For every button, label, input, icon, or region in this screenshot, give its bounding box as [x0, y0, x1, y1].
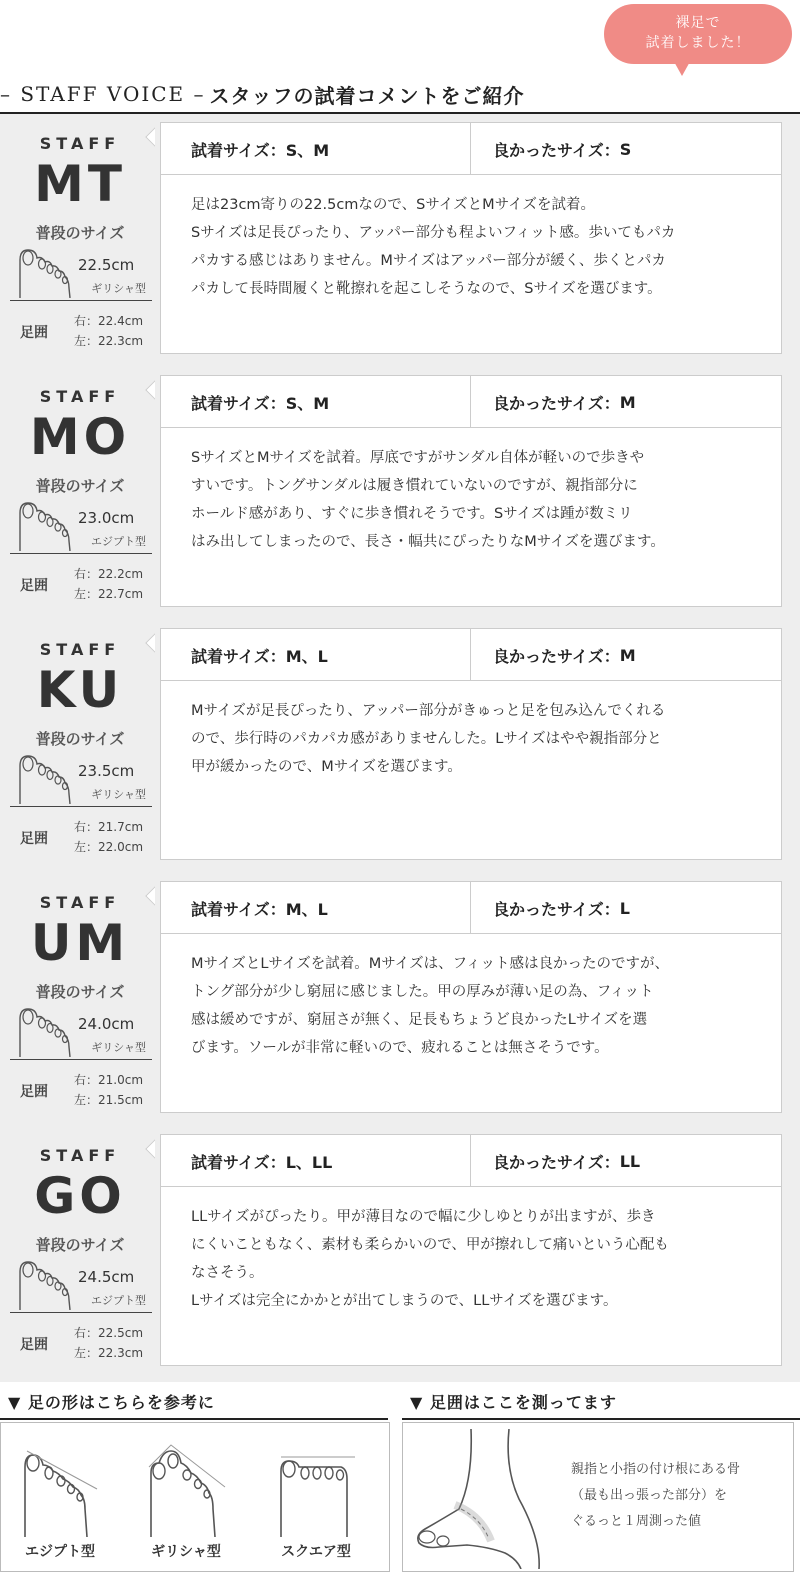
usual-size-value: 22.5cm [78, 256, 135, 274]
girth-description [571, 1457, 740, 1535]
shape-label-square: スクエア型 [281, 1544, 351, 1560]
comment-card [160, 628, 782, 860]
comment-line: なさそう。 [191, 1265, 264, 1281]
girth-heading: ▼ 足囲はここを測ってます [402, 1390, 800, 1420]
comment-line: 甲が緩かったので、Mサイズを選びます。 [191, 759, 462, 775]
staff-label: STAFF [39, 1146, 121, 1165]
size-divider [10, 1312, 152, 1313]
staff-initials: KU [36, 661, 124, 719]
foot-icon [14, 238, 76, 298]
comment-line: 感は緩めですが、窮屈さが無く、足長もちょうど良かったLサイズを選 [191, 1012, 648, 1028]
comment-line: パカして長時間履くと靴擦れを起こしそうなので、Sサイズを選びます。 [191, 281, 662, 297]
staff-profile [0, 873, 160, 1113]
comment-card [160, 1134, 782, 1366]
comment-text [191, 697, 765, 781]
usual-size-label: 普段のサイズ [35, 224, 125, 242]
staff-initials: MO [29, 408, 131, 466]
good-size: 良かったサイズ： M [493, 392, 636, 413]
card-header [161, 629, 781, 681]
foot-icon [14, 997, 76, 1057]
girth-box [402, 1422, 794, 1572]
bubble-line2: 試着しました！ [645, 35, 751, 51]
bubble-line1: 裸足で [675, 15, 721, 31]
girth-left: 左：22.0cm [74, 840, 144, 854]
size-divider [10, 300, 152, 301]
good-size: 良かったサイズ： S [493, 139, 632, 160]
size-divider [10, 806, 152, 807]
girth-label: 足囲 [20, 1337, 48, 1353]
foot-type: ギリシャ型 [91, 282, 146, 295]
staff-initials: GO [34, 1167, 126, 1225]
staff-entry [0, 1126, 800, 1366]
staff-initials: UM [30, 914, 130, 972]
good-size: 良かったサイズ： LL [493, 1151, 641, 1172]
girth-left: 左：22.7cm [74, 587, 144, 601]
comment-line: ホールド感があり、すぐに歩き慣れそうです。Sサイズは踵が数ミリ [191, 506, 633, 522]
girth-line1: 親指と小指の付け根にある骨 [571, 1462, 741, 1477]
staff-label: STAFF [39, 387, 121, 406]
tried-size: 試着サイズ： S、M [161, 123, 471, 175]
comment-text [191, 1203, 765, 1315]
comment-line: Mサイズが足長ぴったり、アッパー部分がきゅっと足を包み込んでくれる [191, 703, 666, 719]
egyptian-foot-icon [15, 1437, 105, 1537]
foot-type: エジプト型 [91, 535, 146, 548]
comment-card [160, 881, 782, 1113]
foot-type: エジプト型 [91, 1294, 146, 1307]
square-foot-icon [271, 1437, 361, 1537]
usual-size-label: 普段のサイズ [35, 730, 125, 748]
usual-size-value: 24.0cm [78, 1015, 135, 1033]
card-header [161, 882, 781, 934]
staff-entry [0, 873, 800, 1113]
girth-line2: （最も出っ張った部分）を [571, 1488, 728, 1503]
girth-line3: ぐるっと１周測った値 [571, 1514, 702, 1529]
good-size: 良かったサイズ： M [493, 645, 636, 666]
girth-label: 足囲 [20, 578, 48, 594]
girth-right: 右：22.2cm [74, 567, 144, 581]
girth-label: 足囲 [20, 831, 48, 847]
usual-size-label: 普段のサイズ [35, 477, 125, 495]
staff-entry [0, 367, 800, 607]
girth-right: 右：21.7cm [74, 820, 144, 834]
foot-shape-heading: ▼ 足の形はこちらを参考に [0, 1390, 388, 1420]
foot-type: ギリシャ型 [91, 1041, 146, 1054]
shape-label-egyptian: エジプト型 [25, 1544, 95, 1560]
section-title [0, 76, 800, 112]
foot-icon [14, 1250, 76, 1310]
comment-line: はみ出してしまったので、長さ・幅共にぴったりなMサイズを選びます。 [191, 534, 665, 550]
good-size: 良かったサイズ： L [493, 898, 630, 919]
foot-icon [14, 744, 76, 804]
barefoot-bubble [604, 4, 792, 64]
girth-left: 左：22.3cm [74, 1346, 144, 1360]
card-header [161, 123, 781, 175]
comment-text [191, 191, 765, 303]
size-divider [10, 553, 152, 554]
staff-label: STAFF [39, 134, 121, 153]
tried-size: 試着サイズ： L、LL [161, 1135, 471, 1187]
foot-girth-icon [409, 1429, 559, 1569]
foot-icon [14, 491, 76, 551]
comment-line: すいです。トングサンダルは履き慣れていないのですが、親指部分に [191, 478, 638, 494]
girth-left: 左：22.3cm [74, 334, 144, 348]
staff-profile [0, 367, 160, 607]
girth-left: 左：21.5cm [74, 1093, 144, 1107]
bubble-tail [672, 58, 692, 76]
usual-size-label: 普段のサイズ [35, 983, 125, 1001]
comment-text [191, 950, 765, 1062]
size-divider [10, 1059, 152, 1060]
staff-initials: MT [34, 155, 126, 213]
tried-size: 試着サイズ： M、L [161, 882, 471, 934]
card-header [161, 1135, 781, 1187]
comment-line: にくいこともなく、素材も柔らかいので、甲が擦れして痛いという心配も [191, 1237, 669, 1253]
staff-voice-panel [0, 114, 800, 1382]
comment-card [160, 375, 782, 607]
girth-right: 右：21.0cm [74, 1073, 144, 1087]
tried-size: 試着サイズ： S、M [161, 376, 471, 428]
comment-line: Lサイズは完全にかかとが出てしまうので、LLサイズを選びます。 [191, 1293, 618, 1309]
staff-profile [0, 114, 160, 354]
comment-line: LLサイズがぴったり。甲が薄目なので幅に少しゆとりが出ますが、歩き [191, 1209, 656, 1225]
usual-size-value: 24.5cm [78, 1268, 135, 1286]
comment-line: ので、歩行時のパカパカ感がありませんした。Lサイズはやや親指部分と [191, 731, 662, 747]
girth-label: 足囲 [20, 1084, 48, 1100]
staff-entry [0, 620, 800, 860]
comment-line: びます。ソールが非常に軽いので、疲れることは無さそうです。 [191, 1040, 609, 1056]
staff-label: STAFF [39, 640, 121, 659]
comment-line: SサイズとMサイズを試着。厚底ですがサンダル自体が軽いので歩きや [191, 450, 645, 466]
foot-type: ギリシャ型 [91, 788, 146, 801]
shape-label-greek: ギリシャ型 [151, 1544, 221, 1560]
girth-right: 右：22.4cm [74, 314, 144, 328]
tried-size: 試着サイズ： M、L [161, 629, 471, 681]
foot-shape-box [0, 1422, 390, 1572]
staff-profile [0, 620, 160, 860]
usual-size-label: 普段のサイズ [35, 1236, 125, 1254]
card-header [161, 376, 781, 428]
staff-entry [0, 114, 800, 354]
staff-profile [0, 1126, 160, 1366]
comment-card [160, 122, 782, 354]
greek-foot-icon [141, 1437, 231, 1537]
comment-line: Sサイズは足長ぴったり、アッパー部分も程よいフィット感。歩いてもパカ [191, 225, 676, 241]
comment-line: MサイズとLサイズを試着。Mサイズは、フィット感は良かったのですが、 [191, 956, 669, 972]
comment-line: 足は23cm寄りの22.5cmなので、SサイズとMサイズを試着。 [191, 197, 596, 213]
title-en: – STAFF VOICE – [0, 82, 206, 106]
comment-text [191, 444, 765, 556]
staff-label: STAFF [39, 893, 121, 912]
usual-size-value: 23.0cm [78, 509, 135, 527]
girth-right: 右：22.5cm [74, 1326, 144, 1340]
title-ja: スタッフの試着コメントをご紹介 [209, 83, 525, 108]
comment-line: トング部分が少し窮屈に感じました。甲の厚みが薄い足の為、フィット [191, 984, 654, 1000]
girth-label: 足囲 [20, 325, 48, 341]
usual-size-value: 23.5cm [78, 762, 135, 780]
comment-line: パカする感じはありません。Mサイズはアッパー部分が緩く、歩くとパカ [191, 253, 666, 269]
